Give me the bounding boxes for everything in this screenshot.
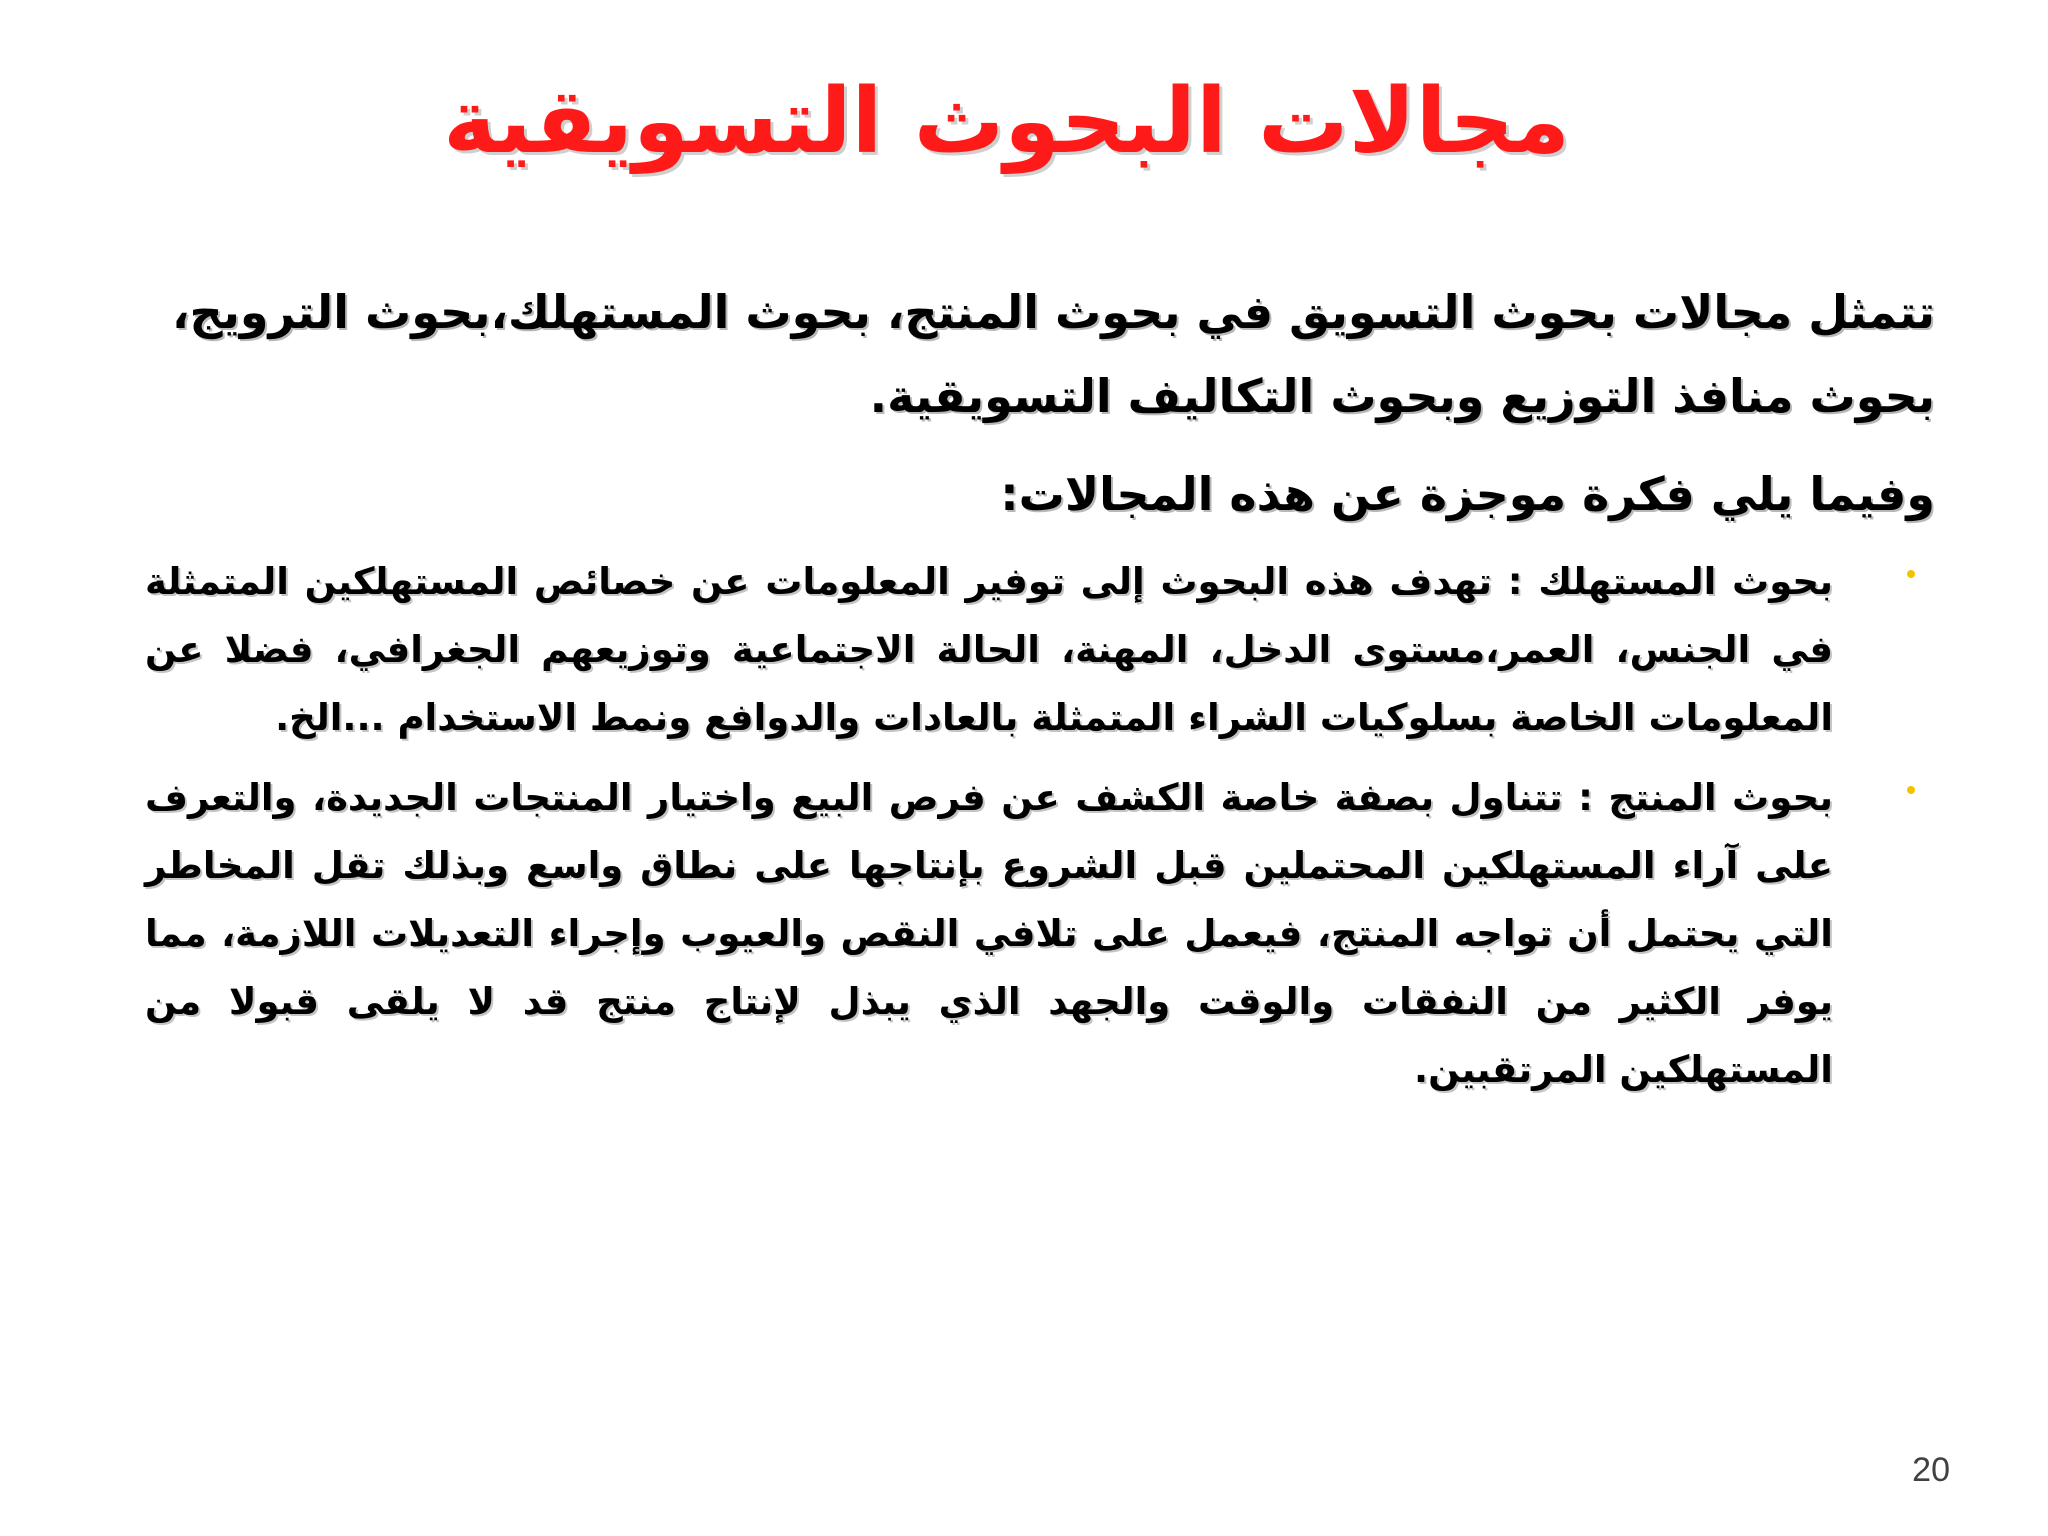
bullet-item-product-research	[145, 764, 1915, 1104]
bullet-dot-icon	[1907, 570, 1915, 578]
intro-text: تتمثل مجالات بحوث التسويق في بحوث المنتج، بحوث المستهلك،بحوث الترويج، بحوث منافذ التوزيع وبحوث التكاليف التسويقية.	[172, 285, 1935, 423]
bullet-item-consumer-research	[145, 548, 1915, 752]
bullet-dot-icon	[1907, 786, 1915, 794]
page-number: 20	[1912, 1451, 1950, 1489]
lead-line: وفيما يلي فكرة موجزة عن هذه المجالات:	[1000, 467, 1935, 521]
bullet-text: بحوث المنتج : تتناول بصفة خاصة الكشف عن فرص البيع واختيار المنتجات الجديدة، والتعرف على آراء المستهلكين المحتملين قبل الشروع بإنتاجها على نطاق واسع وبذلك تقل المخاطر التي يحتمل أن تواجه المنتج، فيعمل على تلافي النقص والعيوب وإجراء التعديلات اللازمة، مما يوفر الكثير من النفقات والوقت والجهد الذي يبذل لإنتاج منتج قد لا يلقى قبولا من المستهلكين المرتقبين.	[145, 776, 1833, 1091]
bullet-list	[145, 548, 1915, 1116]
intro-paragraph	[140, 270, 1935, 438]
bullet-text: بحوث المستهلك : تهدف هذه البحوث إلى توفير المعلومات عن خصائص المستهلكين المتمثلة في الجنس، العمر،مستوى الدخل، المهنة، الحالة الاجتماعية وتوزيعهم الجغرافي، فضلا عن المعلومات الخاصة بسلوكيات الشراء المتمثلة بالعادات والدوافع ونمط الاستخدام ...الخ.	[145, 560, 1833, 739]
slide-title: مجالات البحوث التسويقية	[443, 69, 1570, 174]
